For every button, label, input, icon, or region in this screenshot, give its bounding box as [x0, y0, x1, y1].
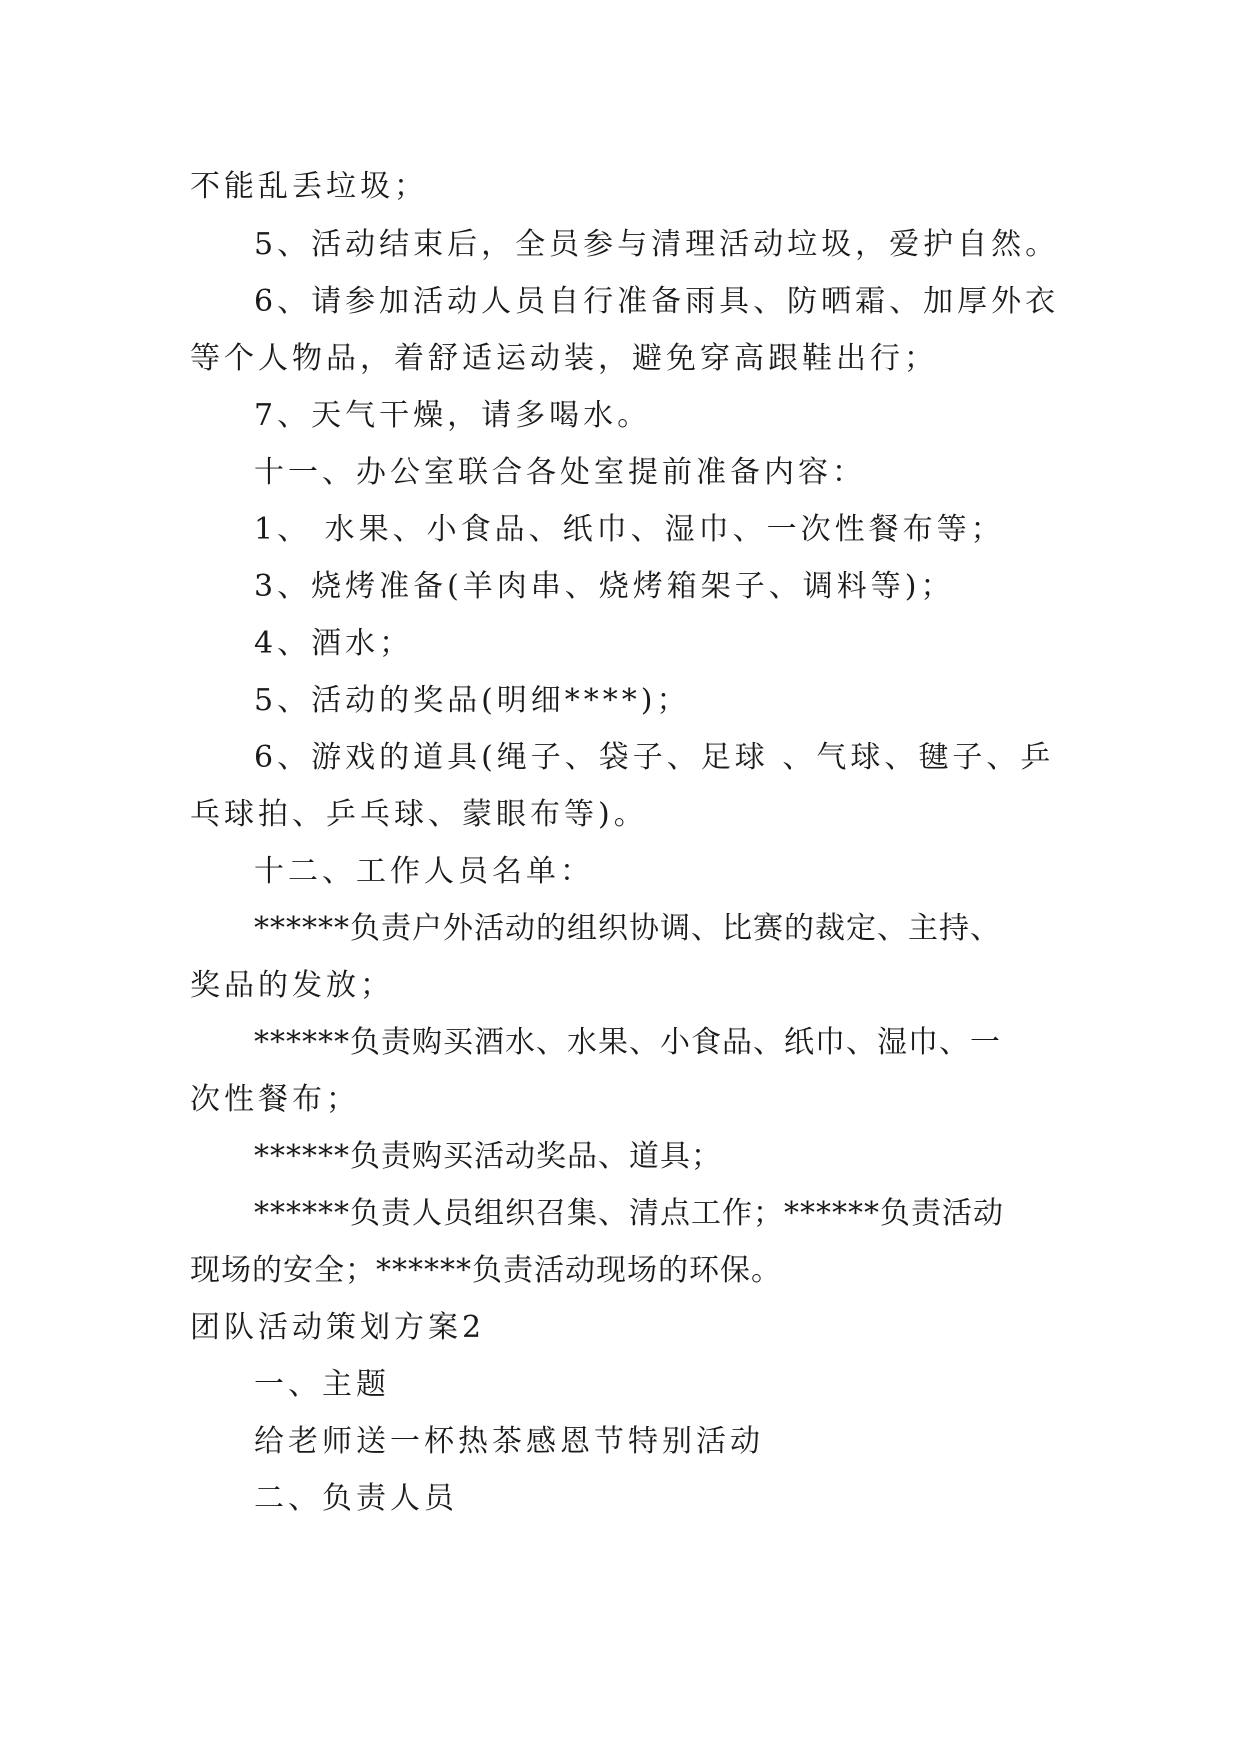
- section-heading: 十二、工作人员名单：: [254, 854, 594, 889]
- list-item: 5、活动的奖品(明细****)；: [254, 683, 691, 718]
- document-title: 团队活动策划方案2: [190, 1310, 486, 1345]
- paragraph-line: ******负责人员组织召集、清点工作；******负责活动: [254, 1196, 1004, 1231]
- paragraph-line: 乓球拍、乒乓球、蒙眼布等)。: [190, 797, 648, 832]
- paragraph-line: 6、请参加活动人员自行准备雨具、防晒霜、加厚外衣: [254, 284, 1060, 319]
- list-item: 4、酒水；: [254, 626, 414, 661]
- list-item: 1、 水果、小食品、纸巾、湿巾、一次性餐布等；: [254, 512, 1005, 547]
- paragraph-line: 次性餐布；: [190, 1082, 360, 1117]
- paragraph-line: 5、活动结束后，全员参与清理活动垃圾，爱护自然。: [254, 227, 1060, 262]
- paragraph-line: ******负责购买活动奖品、道具；: [254, 1139, 722, 1174]
- section-heading: 二、负责人员: [254, 1481, 458, 1516]
- section-heading: 一、主题: [254, 1367, 390, 1402]
- paragraph-line: 等个人物品，着舒适运动装，避免穿高跟鞋出行；: [190, 341, 938, 376]
- paragraph-line: 给老师送一杯热茶感恩节特别活动: [254, 1424, 764, 1459]
- paragraph-line: 7、天气干燥，请多喝水。: [254, 398, 652, 433]
- paragraph-line: 不能乱丢垃圾；: [190, 169, 428, 204]
- list-item: 6、游戏的道具(绳子、袋子、足球 、气球、毽子、乒: [254, 740, 1055, 775]
- section-heading: 十一、办公室联合各处室提前准备内容：: [254, 455, 866, 490]
- list-item: 3、烧烤准备(羊肉串、烧烤箱架子、调料等)；: [254, 569, 955, 604]
- paragraph-line: 奖品的发放；: [190, 968, 394, 1003]
- paragraph-line: ******负责户外活动的组织协调、比赛的裁定、主持、: [254, 911, 1001, 946]
- paragraph-line: ******负责购买酒水、水果、小食品、纸巾、湿巾、一: [254, 1025, 1001, 1060]
- paragraph-line: 现场的安全；******负责活动现场的环保。: [190, 1253, 782, 1288]
